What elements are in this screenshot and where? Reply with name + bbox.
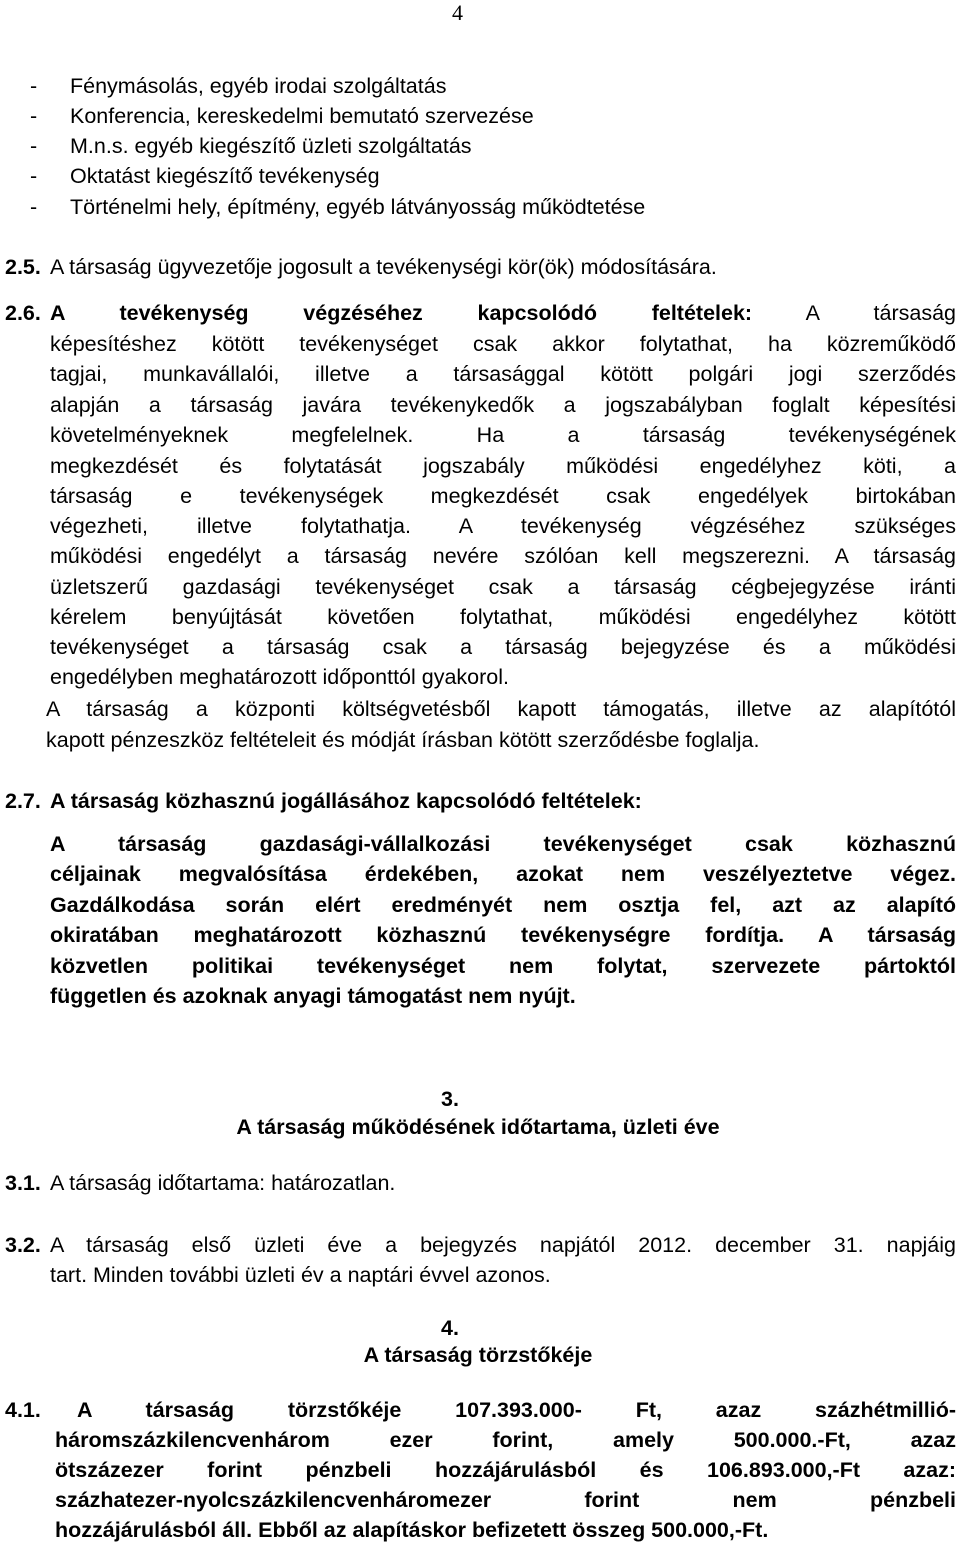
- section-number: 2.6.: [5, 301, 41, 325]
- list-item: [30, 163, 380, 189]
- list-item-text: Történelmi hely, építmény, egyéb látványosság működtetése: [70, 195, 646, 219]
- list-dash: -: [30, 104, 38, 128]
- paragraph-line: alapján a társaság javára tevékenykedők a jogszabályban foglalt képesítési: [50, 393, 956, 417]
- list-item-text: M.n.s. egyéb kiegészítő üzleti szolgáltatás: [70, 134, 472, 158]
- list-item-text: Konferencia, kereskedelmi bemutató szervezése: [70, 104, 534, 128]
- section-number-4-1: 4.1.: [5, 1398, 41, 1422]
- chapter-number: 4.: [441, 1316, 459, 1340]
- list-item: [30, 103, 534, 129]
- section-3-2-line: [5, 1232, 50, 1258]
- paragraph-line: tart. Minden további üzleti év a naptári évvel azonos.: [50, 1263, 551, 1287]
- section-text: A társaság időtartama: határozatlan.: [50, 1171, 396, 1195]
- paragraph-line: százhatezer-nyolcszázkilencvenháromezer forint nem pénzbeli: [55, 1488, 956, 1512]
- list-dash: -: [30, 195, 38, 219]
- list-dash: -: [30, 134, 38, 158]
- paragraph-line: üzletszerű gazdasági tevékenységet csak a társaság cégbejegyzése iránti: [50, 575, 956, 599]
- paragraph-line: független és azoknak anyagi támogatást nem nyújt.: [50, 984, 576, 1008]
- chapter-title: A társaság működésének időtartama, üzleti éve: [236, 1115, 720, 1139]
- section-number: 3.1.: [5, 1171, 41, 1195]
- paragraph-line: céljainak megvalósítása érdekében, azokat nem veszélyeztetve végez.: [50, 862, 956, 886]
- list-item: [30, 194, 645, 220]
- list-item: [30, 133, 472, 159]
- section-3-1: [5, 1170, 395, 1196]
- paragraph-line: követelményeknek megfelelnek. Ha a társaság tevékenységének: [50, 423, 956, 447]
- section-heading-line: [50, 300, 956, 326]
- section-text: A társaság: [805, 301, 956, 325]
- paragraph-line: háromszázkilencvenhárom ezer forint, amely 500.000.-Ft, azaz: [55, 1428, 956, 1452]
- paragraph-line: megkezdését és folytatását jogszabály működési engedélyhez köti, a: [50, 454, 956, 478]
- section-2-5: [5, 254, 717, 280]
- paragraph-line: ötszázezer forint pénzbeli hozzájárulásból és 106.893.000,-Ft azaz:: [55, 1458, 956, 1482]
- section-title: A tevékenység végzéséhez kapcsolódó feltételek:: [50, 301, 753, 325]
- paragraph-line: engedélyben meghatározott időponttól gyakorol.: [50, 665, 509, 689]
- paragraph-line: A társaság a központi költségvetésből kapott támogatás, illetve az alapítótól: [46, 697, 956, 721]
- paragraph-line: A társaság első üzleti éve a bejegyzés napjától 2012. december 31. napjáig: [50, 1233, 956, 1257]
- section-number: 3.2.: [5, 1233, 41, 1257]
- paragraph-line: tagjai, munkavállalói, illetve a társasággal kötött polgári jogi szerződés: [50, 362, 956, 386]
- page-number: 4: [452, 0, 463, 25]
- section-heading-2-7: [5, 788, 642, 814]
- paragraph-line: A társaság gazdasági-vállalkozási tevékenységet csak közhasznú: [50, 832, 956, 856]
- section-number: 2.5.: [5, 255, 41, 279]
- paragraph-line: kérelem benyújtását követően folytathat, működési engedélyhez kötött: [50, 605, 956, 629]
- paragraph-line: végezheti, illetve folytathatja. A tevékenység végzéséhez szükséges: [50, 514, 956, 538]
- list-dash: -: [30, 164, 38, 188]
- chapter-number: 3.: [441, 1087, 459, 1111]
- paragraph-line: társaság e tevékenységek megkezdését csak engedélyek birtokában: [50, 484, 956, 508]
- section-number-2-6: [5, 300, 41, 326]
- chapter-title: A társaság törzstőkéje: [363, 1343, 593, 1367]
- paragraph-line: Gazdálkodása során elért eredményét nem osztja fel, azt az alapító: [50, 893, 956, 917]
- paragraph-line: közvetlen politikai tevékenységet nem folytat, szervezete pártoktól: [50, 954, 956, 978]
- paragraph-line: hozzájárulásból áll. Ebből az alapításkor befizetett összeg 500.000,-Ft.: [55, 1518, 769, 1542]
- paragraph-line: okiratában meghatározott közhasznú tevékenységre fordítja. A társaság: [50, 923, 956, 947]
- list-item-text: Oktatást kiegészítő tevékenység: [70, 164, 380, 188]
- paragraph-line: kapott pénzeszköz feltételeit és módját írásban kötött szerződésbe foglalja.: [46, 728, 760, 752]
- list-item: [30, 73, 446, 99]
- section-text: A társaság ügyvezetője jogosult a tevékenységi kör(ök) módosítására.: [50, 255, 717, 279]
- section-number: 2.7.: [5, 789, 41, 813]
- section-title: A társaság közhasznú jogállásához kapcsolódó feltételek:: [50, 789, 642, 813]
- list-item-text: Fénymásolás, egyéb irodai szolgáltatás: [70, 74, 447, 98]
- paragraph-line: A társaság törzstőkéje 107.393.000- Ft, azaz százhétmillió-: [77, 1398, 956, 1422]
- list-dash: -: [30, 74, 38, 98]
- paragraph-line: képesítéshez kötött tevékenységet csak akkor folytathat, ha közreműködő: [50, 332, 956, 356]
- paragraph-line: működési engedélyt a társaság nevére szólóan kell megszerezni. A társaság: [50, 544, 956, 568]
- paragraph-line: tevékenységet a társaság csak a társaság bejegyzése és a működési: [50, 635, 956, 659]
